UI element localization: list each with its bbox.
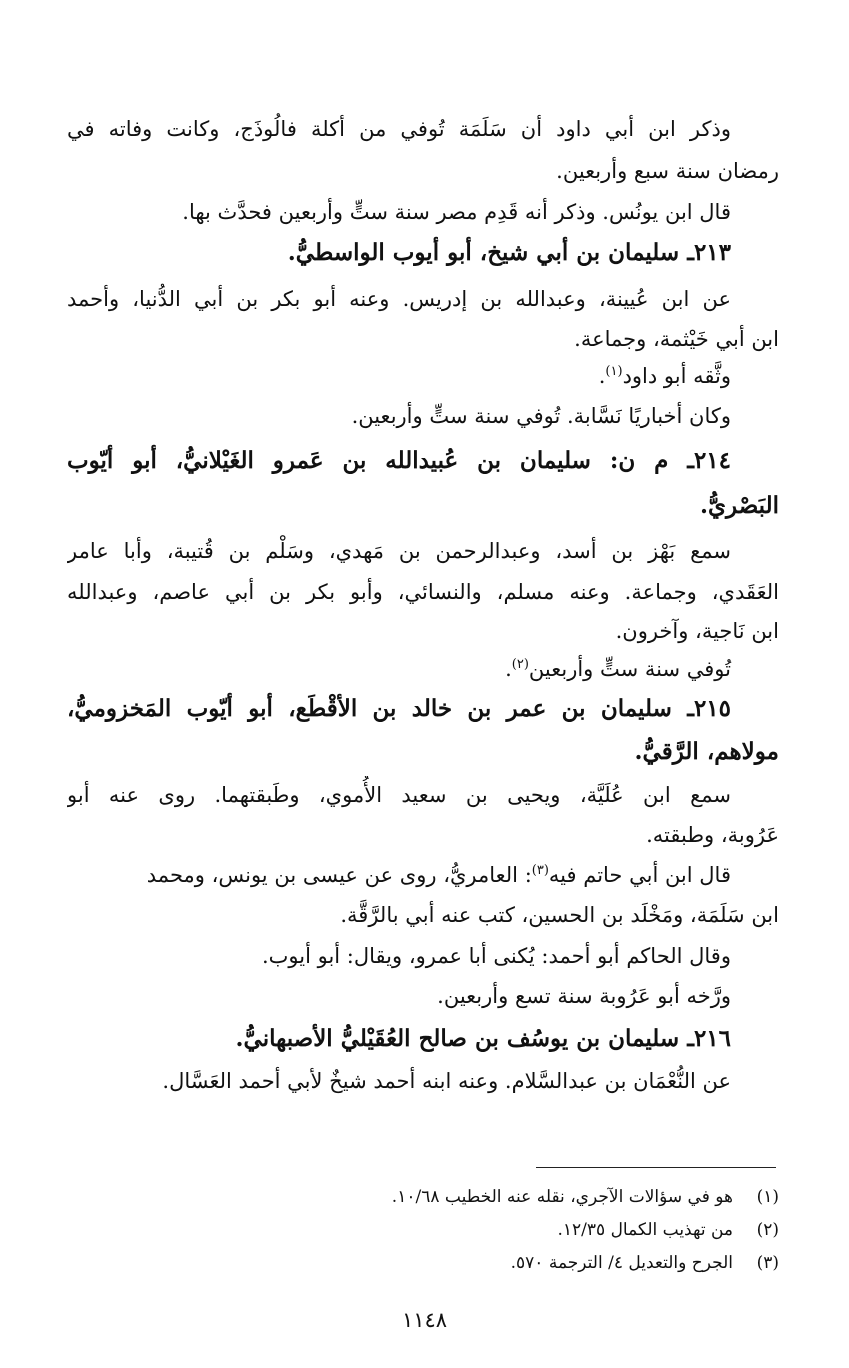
entry-heading-214-cont: البَصْريُّ. <box>700 492 779 519</box>
footnote-number: (٢) <box>756 1220 779 1240</box>
footnote-text: هو في سؤالات الآجري، نقله عنه الخطيب ١٠/٦٨. <box>391 1187 733 1207</box>
text-line: ورَّخه أبو عَرُوبة سنة تسع وأربعين. <box>437 984 731 1008</box>
text-line: وذكر ابن أبي داود أن سَلَمَة تُوفي من أكلة فالُوذَج، وكانت وفاته في <box>67 117 731 141</box>
line-text: قال ابن أبي حاتم فيه <box>548 863 731 887</box>
footnote-text: من تهذيب الكمال ١٢/٣٥. <box>557 1220 733 1240</box>
line-end: . <box>505 657 512 681</box>
text-line: ابن نَاجية، وآخرون. <box>615 619 779 643</box>
text-line: ابن سَلَمَة، ومَخْلَد بن الحسين، كتب عنه أبي بالرَّقَّة. <box>340 903 779 927</box>
footnote-ref: (٣) <box>531 863 549 878</box>
text-line: عن النُّعْمَان بن عبدالسَّلام. وعنه ابنه أحمد شيخٌ لأبي أحمد العَسَّال. <box>162 1069 731 1093</box>
text-line: عَرُوبة، وطبقته. <box>646 823 779 847</box>
entry-heading-213: ٢١٣ـ سليمان بن أبي شيخ، أبو أيوب الواسطيُّ. <box>287 239 731 266</box>
entry-heading-215: ٢١٥ـ سليمان بن عمر بن خالد بن الأقْطَع، أبو أيّوب المَخزوميُّ، <box>67 695 731 722</box>
line-end: . <box>598 364 606 388</box>
entry-heading-216: ٢١٦ـ سليمان بن يوسُف بن صالح العُقَيْليُّ الأصبهانيُّ. <box>235 1025 731 1052</box>
text-line: وكان أخباريًا نَسَّابة. تُوفي سنة ستٍّ وأربعين. <box>351 404 731 428</box>
line-text-cont: : العامريُّ، روى عن عيسى بن يونس، ومحمد <box>146 863 532 887</box>
entry-heading-214: ٢١٤ـ م ن: سليمان بن عُبيدالله بن عَمرو الغَيْلانيُّ، أبو أيّوب <box>67 447 731 474</box>
footnote <box>67 1182 779 1212</box>
footnote-text: الجرح والتعديل ٤/ الترجمة ٥٧٠. <box>510 1253 733 1273</box>
footnote-ref: (٢) <box>511 657 529 672</box>
entry-heading-215-cont: مولاهم، الرَّقيُّ. <box>634 738 779 765</box>
footnote-ref: (١) <box>605 364 623 379</box>
text-line: سمع ابن عُلَيَّة، ويحيى بن سعيد الأُموي، وطَبقتهما. روى عنه أبو <box>67 783 731 807</box>
text-line <box>67 856 779 894</box>
footnote-divider <box>536 1167 776 1168</box>
footnote-number: (٣) <box>756 1253 779 1273</box>
line-text: وثَّقه أبو داود <box>622 364 731 388</box>
page-number: ١١٤٨ <box>401 1308 448 1332</box>
text-line: وقال الحاكم أبو أحمد: يُكنى أبا عمرو، ويقال: أبو أيوب. <box>261 944 731 968</box>
text-line: سمع بَهْز بن أسد، وعبدالرحمن بن مَهدي، وسَلْم بن قُتيبة، وأبا عامر <box>67 539 731 563</box>
text-line: قال ابن يونُس. وذكر أنه قَدِم مصر سنة ستٍّ وأربعين فحدَّث بها. <box>182 200 731 224</box>
footnote <box>67 1215 779 1245</box>
text-line <box>67 357 779 395</box>
text-line: العَقَدي، وجماعة. وعنه مسلم، والنسائي، وأبو بكر بن أبي عاصم، وعبدالله <box>67 580 779 604</box>
footnote-number: (١) <box>756 1187 779 1207</box>
footnote <box>67 1248 779 1278</box>
text-line <box>67 650 779 688</box>
line-text: تُوفي سنة ستٍّ وأربعين <box>528 657 731 681</box>
text-line: رمضان سنة سبع وأربعين. <box>556 159 779 183</box>
text-line: عن ابن عُيينة، وعبدالله بن إدريس. وعنه أبو بكر بن أبي الدُّنيا، وأحمد <box>67 287 731 311</box>
text-line: ابن أبي خَيْثمة، وجماعة. <box>574 327 779 351</box>
